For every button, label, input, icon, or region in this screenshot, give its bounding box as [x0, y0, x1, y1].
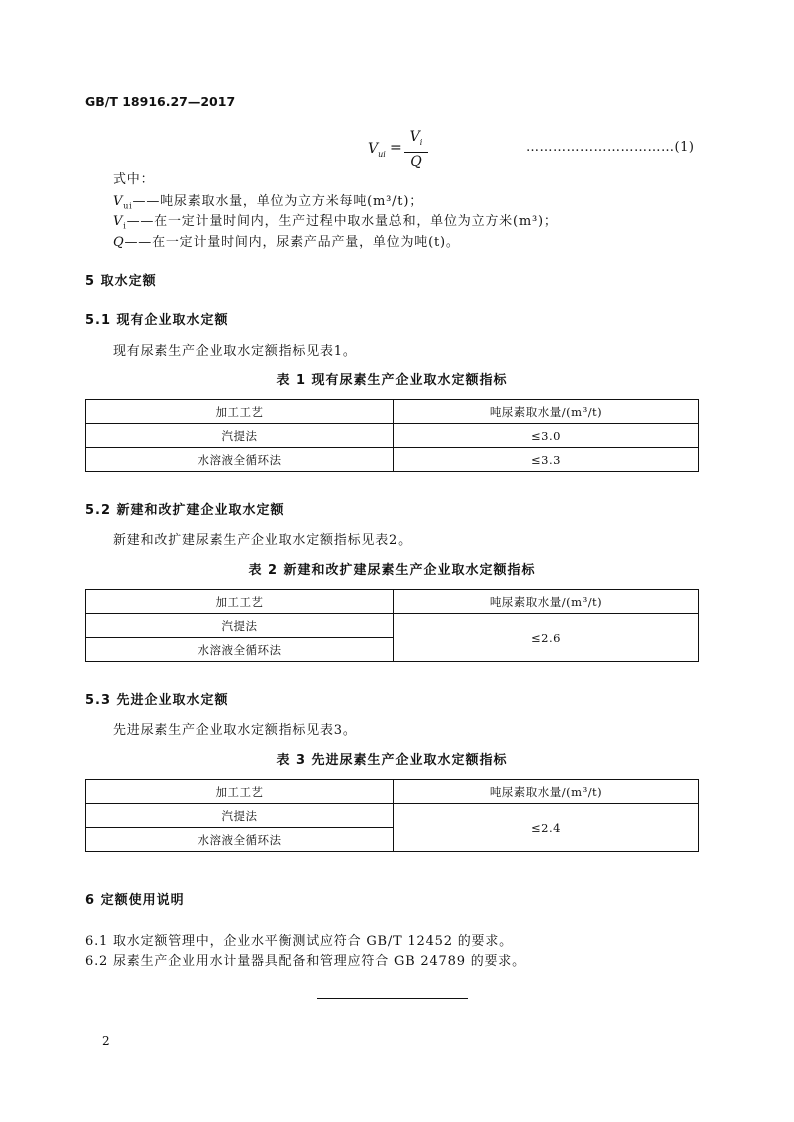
table-3-value: ≤2.4 — [394, 804, 699, 852]
section-5-2-text: 新建和改扩建尿素生产企业取水定额指标见表2。 — [113, 533, 412, 548]
table-2-col-process: 加工工艺 — [86, 590, 394, 614]
definitions-intro: 式中： — [113, 172, 155, 187]
section-6-2-text: 6.2 尿素生产企业用水计量器具配备和管理应符合 GB 24789 的要求。 — [85, 954, 526, 969]
table-1-process: 水溶液全循环法 — [86, 448, 394, 472]
definition-vi: $V_i——$在一定计量时间内，生产过程中取水量总和，单位为立方米(m³)； — [113, 214, 558, 231]
table-1-col-value: 吨尿素取水量/(m³/t) — [394, 400, 699, 424]
definition-q: Q——在一定计量时间内，尿素产品产量，单位为吨(t)。 — [113, 235, 460, 250]
table-1-caption: 表 1 现有尿素生产企业取水定额指标 — [276, 373, 508, 388]
table-3-process: 汽提法 — [86, 804, 394, 828]
section-5-3-text: 先进尿素生产企业取水定额指标见表3。 — [113, 723, 357, 738]
table-2-process: 汽提法 — [86, 614, 394, 638]
table-row — [86, 424, 699, 448]
section-5-heading: 5 取水定额 — [85, 274, 157, 289]
page-number: 2 — [102, 1034, 110, 1048]
table-3-process: 水溶液全循环法 — [86, 828, 394, 852]
definition-vui: $V_{ui}——$吨尿素取水量，单位为立方米每吨(m³/t)； — [113, 194, 424, 211]
table-2-value: ≤2.6 — [394, 614, 699, 662]
table-3-caption: 表 3 先进尿素生产企业取水定额指标 — [276, 753, 508, 768]
table-2 — [85, 589, 699, 662]
end-separator-line — [317, 998, 468, 999]
table-row — [86, 448, 699, 472]
table-3 — [85, 779, 699, 852]
table-1-header-row — [86, 400, 699, 424]
formula-fraction: $V_i$ Q — [404, 130, 428, 169]
formula-1 — [368, 129, 428, 170]
table-row — [86, 614, 699, 638]
table-1-col-process: 加工工艺 — [86, 400, 394, 424]
section-5-2-heading: 5.2 新建和改扩建企业取水定额 — [85, 503, 285, 518]
table-1-process: 汽提法 — [86, 424, 394, 448]
table-1-value: ≤3.3 — [394, 448, 699, 472]
section-5-3-heading: 5.3 先进企业取水定额 — [85, 693, 229, 708]
formula-equals: = — [390, 140, 402, 156]
section-5-1-text: 现有尿素生产企业取水定额指标见表1。 — [113, 344, 357, 359]
table-2-col-value: 吨尿素取水量/(m³/t) — [394, 590, 699, 614]
table-row — [86, 804, 699, 828]
section-6-heading: 6 定额使用说明 — [85, 893, 185, 908]
table-1-value: ≤3.0 — [394, 424, 699, 448]
table-2-header-row — [86, 590, 699, 614]
section-5-1-heading: 5.1 现有企业取水定额 — [85, 313, 229, 328]
section-6-1-text: 6.1 取水定额管理中，企业水平衡测试应符合 GB/T 12452 的要求。 — [85, 934, 513, 949]
table-3-col-process: 加工工艺 — [86, 780, 394, 804]
formula-number: ……………………………(1) — [526, 140, 695, 155]
formula-lhs: $V_{ui}$ — [368, 141, 386, 159]
table-3-header-row — [86, 780, 699, 804]
table-2-process: 水溶液全循环法 — [86, 638, 394, 662]
table-3-col-value: 吨尿素取水量/(m³/t) — [394, 780, 699, 804]
table-1 — [85, 399, 699, 472]
table-2-caption: 表 2 新建和改扩建尿素生产企业取水定额指标 — [248, 563, 536, 578]
standard-code-header: GB/T 18916.27—2017 — [85, 94, 236, 109]
